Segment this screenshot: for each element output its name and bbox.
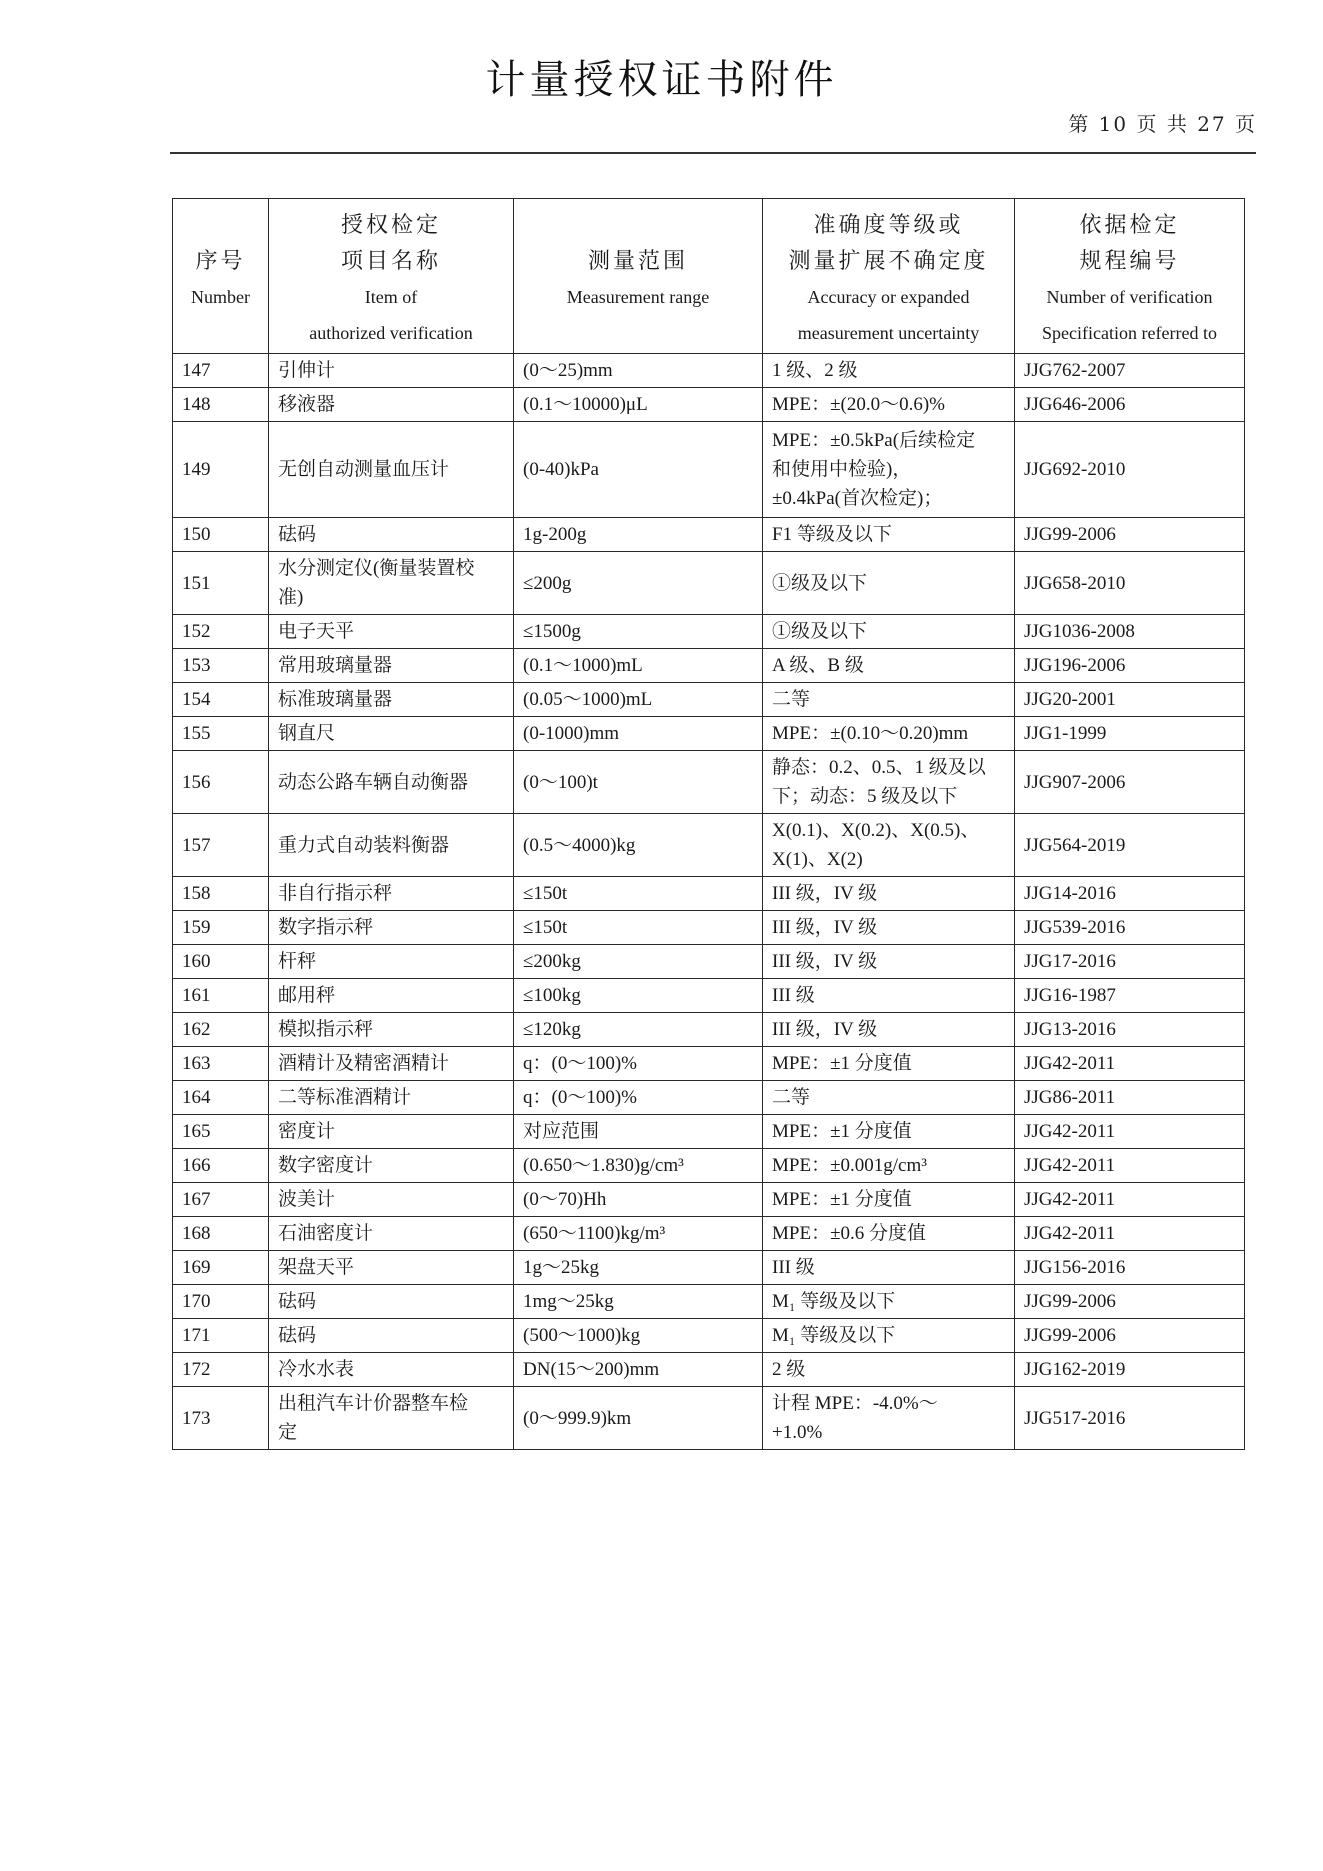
cell-item-line: 重力式自动装料衡器 xyxy=(278,834,450,856)
cell-spec: JJG16-1987 xyxy=(1015,979,1245,1013)
cell-item-line: 常用玻璃量器 xyxy=(278,655,393,676)
cell-accuracy-line: F1 等级及以下 xyxy=(772,524,892,545)
cell-item-line: 密度计 xyxy=(278,1121,336,1142)
cell-range-line: DN(15～200)mm xyxy=(523,1359,660,1380)
cell-spec: JJG539-2016 xyxy=(1015,911,1245,945)
cell-accuracy xyxy=(763,422,1015,518)
cell-range-line: ≤100kg xyxy=(523,985,581,1006)
cell-item xyxy=(269,422,514,518)
cell-accuracy xyxy=(763,1149,1015,1183)
cell-accuracy-line: III 级，IV 级 xyxy=(772,917,878,938)
cell-accuracy xyxy=(763,717,1015,751)
cell-spec: JJG564-2019 xyxy=(1015,814,1245,877)
cell-range xyxy=(514,1251,763,1285)
cell-item-line: 水分测定仪(衡量装置校 xyxy=(278,558,475,579)
cell-item xyxy=(269,388,514,422)
cell-range-line: ≤200g xyxy=(523,572,572,594)
cell-item xyxy=(269,1353,514,1387)
header-spec-zh-1: 依据检定 xyxy=(1079,212,1180,237)
cell-item xyxy=(269,1217,514,1251)
cell-item-line: 电子天平 xyxy=(278,621,355,642)
cell-item-line: 砝码 xyxy=(278,524,317,545)
cell-accuracy-line: 2 级 xyxy=(772,1359,806,1380)
cell-range xyxy=(514,1115,763,1149)
cell-spec: JJG42-2011 xyxy=(1015,1149,1245,1183)
cell-spec: JJG1036-2008 xyxy=(1015,615,1245,649)
header-item-zh-1: 授权检定 xyxy=(340,212,441,237)
cell-number: 169 xyxy=(173,1251,269,1285)
cell-accuracy xyxy=(763,1387,1015,1450)
cell-accuracy xyxy=(763,615,1015,649)
cell-range-line: (650～1100)kg/m³ xyxy=(523,1223,666,1244)
cell-range xyxy=(514,1013,763,1047)
header-accuracy-en-1: Accuracy or expanded xyxy=(807,287,970,307)
cell-accuracy-line: 二等 xyxy=(772,689,811,710)
header-number-zh: 序号 xyxy=(195,248,246,273)
table-row xyxy=(173,1149,1245,1183)
cell-number: 161 xyxy=(173,979,269,1013)
cell-range-line: (0.1～1000)mL xyxy=(523,655,643,676)
cell-item xyxy=(269,615,514,649)
table-row xyxy=(173,979,1245,1013)
cell-item-line: 无创自动测量血压计 xyxy=(278,459,450,480)
cell-number: 167 xyxy=(173,1183,269,1217)
cell-item-line: 冷水水表 xyxy=(278,1359,355,1380)
cell-number: 172 xyxy=(173,1353,269,1387)
cell-accuracy xyxy=(763,1319,1015,1353)
header-accuracy xyxy=(763,199,1015,354)
cell-range-line: (0～100)t xyxy=(523,771,598,793)
cell-accuracy-line: A 级、B 级 xyxy=(772,655,864,676)
table-row xyxy=(173,518,1245,552)
cell-item xyxy=(269,1149,514,1183)
cell-range-line: ≤150t xyxy=(523,917,568,938)
cell-accuracy xyxy=(763,911,1015,945)
cell-item xyxy=(269,1251,514,1285)
cell-number: 159 xyxy=(173,911,269,945)
cell-item xyxy=(269,751,514,814)
header-number xyxy=(173,199,269,354)
table-row xyxy=(173,814,1245,877)
cell-number: 156 xyxy=(173,751,269,814)
cell-range xyxy=(514,1183,763,1217)
table-row xyxy=(173,1183,1245,1217)
cell-range-line: (0.1～10000)μL xyxy=(523,394,648,415)
header-item xyxy=(269,199,514,354)
table-row xyxy=(173,1013,1245,1047)
cell-spec: JJG42-2011 xyxy=(1015,1217,1245,1251)
header-range-zh: 测量范围 xyxy=(587,248,688,273)
cell-number: 147 xyxy=(173,354,269,388)
cell-accuracy-line: MPE：±0.5kPa(后续检定 xyxy=(772,430,976,451)
cell-range-line: ≤1500g xyxy=(523,621,581,642)
cell-item xyxy=(269,683,514,717)
cell-spec: JJG1-1999 xyxy=(1015,717,1245,751)
cell-item-line: 砝码 xyxy=(278,1325,317,1346)
cell-range xyxy=(514,552,763,615)
table-row xyxy=(173,422,1245,518)
cell-accuracy-line: MPE：±0.001g/cm³ xyxy=(772,1155,927,1176)
cell-item xyxy=(269,814,514,877)
header-rule xyxy=(170,152,1256,154)
cell-range-line: 1g-200g xyxy=(523,524,587,545)
header-item-en-2: authorized verification xyxy=(309,323,473,343)
cell-accuracy xyxy=(763,683,1015,717)
table-row xyxy=(173,552,1245,615)
table-row xyxy=(173,1319,1245,1353)
header-accuracy-en-2: measurement uncertainty xyxy=(797,323,980,343)
cell-number: 165 xyxy=(173,1115,269,1149)
cell-accuracy xyxy=(763,1047,1015,1081)
cell-item-line: 引伸计 xyxy=(278,360,336,381)
cell-spec: JJG86-2011 xyxy=(1015,1081,1245,1115)
cell-number: 162 xyxy=(173,1013,269,1047)
cell-spec: JJG42-2011 xyxy=(1015,1183,1245,1217)
cell-range xyxy=(514,945,763,979)
cell-accuracy-line: III 级，IV 级 xyxy=(772,951,878,972)
cell-range xyxy=(514,814,763,877)
cell-item xyxy=(269,1115,514,1149)
cell-item-line: 邮用秤 xyxy=(278,985,336,1006)
cell-item xyxy=(269,911,514,945)
cell-item-line: 架盘天平 xyxy=(278,1257,355,1278)
page-title: 计量授权证书附件 xyxy=(485,57,838,103)
cell-accuracy-line: ①级及以下 xyxy=(772,621,868,642)
cell-accuracy-line: 1 级、2 级 xyxy=(772,360,858,381)
table-row xyxy=(173,683,1245,717)
cell-accuracy-line: III 级，IV 级 xyxy=(772,883,878,904)
table-row xyxy=(173,1081,1245,1115)
cell-accuracy xyxy=(763,1251,1015,1285)
cell-accuracy-line: 静态：0.2、0.5、1 级及以 xyxy=(772,757,986,778)
cell-range xyxy=(514,1081,763,1115)
cell-item-line: 石油密度计 xyxy=(278,1223,374,1244)
cell-accuracy xyxy=(763,388,1015,422)
cell-range-line: 1g～25kg xyxy=(523,1257,600,1278)
cell-number: 166 xyxy=(173,1149,269,1183)
cell-range xyxy=(514,1047,763,1081)
cell-spec: JJG517-2016 xyxy=(1015,1387,1245,1450)
cell-spec: JJG42-2011 xyxy=(1015,1047,1245,1081)
cell-spec: JJG17-2016 xyxy=(1015,945,1245,979)
cell-accuracy-line: M₁ 等级及以下 xyxy=(772,1291,896,1312)
cell-range-line: (0～70)Hh xyxy=(523,1189,607,1210)
cell-range-line: (0-40)kPa xyxy=(523,459,599,480)
cell-accuracy-line: MPE：±1 分度值 xyxy=(772,1053,912,1074)
cell-range-line: (0～999.9)km xyxy=(523,1407,632,1429)
cell-item-line: 定 xyxy=(278,1422,298,1443)
cell-spec: JJG646-2006 xyxy=(1015,388,1245,422)
cell-accuracy xyxy=(763,1013,1015,1047)
cell-spec: JJG762-2007 xyxy=(1015,354,1245,388)
cell-range-line: ≤200kg xyxy=(523,951,581,972)
cell-item xyxy=(269,552,514,615)
cell-item xyxy=(269,354,514,388)
cell-accuracy xyxy=(763,1217,1015,1251)
cell-range-line: q：(0～100)% xyxy=(523,1087,637,1108)
cell-item xyxy=(269,945,514,979)
cell-number: 150 xyxy=(173,518,269,552)
cell-accuracy-line: ±0.4kPa(首次检定)； xyxy=(772,488,943,509)
cell-item xyxy=(269,1285,514,1319)
header-item-zh-2: 项目名称 xyxy=(340,248,441,273)
cell-item xyxy=(269,649,514,683)
cell-accuracy xyxy=(763,1115,1015,1149)
cell-range xyxy=(514,1149,763,1183)
cell-range xyxy=(514,717,763,751)
cell-range xyxy=(514,751,763,814)
cell-item-line: 非自行指示秤 xyxy=(278,883,393,904)
cell-number: 160 xyxy=(173,945,269,979)
cell-range-line: (0.5～4000)kg xyxy=(523,834,636,856)
cell-item xyxy=(269,1319,514,1353)
cell-item xyxy=(269,717,514,751)
cell-accuracy-line: MPE：±(20.0～0.6)% xyxy=(772,394,945,415)
cell-item xyxy=(269,1081,514,1115)
cell-spec: JJG99-2006 xyxy=(1015,1285,1245,1319)
table-row xyxy=(173,388,1245,422)
cell-item-line: 移液器 xyxy=(278,394,336,415)
header-accuracy-zh-2: 测量扩展不确定度 xyxy=(788,248,989,273)
cell-spec: JJG658-2010 xyxy=(1015,552,1245,615)
cell-spec: JJG13-2016 xyxy=(1015,1013,1245,1047)
cell-accuracy-line: 和使用中检验)， xyxy=(772,459,912,480)
cell-accuracy xyxy=(763,1353,1015,1387)
cell-accuracy-line: MPE：±0.6 分度值 xyxy=(772,1223,926,1244)
cell-item-line: 模拟指示秤 xyxy=(278,1019,374,1040)
cell-item-line: 动态公路车辆自动衡器 xyxy=(278,771,469,793)
table-row xyxy=(173,615,1245,649)
cell-accuracy-line: MPE：±1 分度值 xyxy=(772,1121,912,1142)
header-spec xyxy=(1015,199,1245,354)
cell-item xyxy=(269,1047,514,1081)
cell-item xyxy=(269,1183,514,1217)
cell-spec: JJG692-2010 xyxy=(1015,422,1245,518)
cell-range-line: q：(0～100)% xyxy=(523,1053,637,1074)
cell-accuracy xyxy=(763,552,1015,615)
cell-number: 157 xyxy=(173,814,269,877)
cell-range xyxy=(514,979,763,1013)
cell-accuracy-line: +1.0% xyxy=(772,1422,823,1443)
cell-range xyxy=(514,911,763,945)
cell-item-line: 出租汽车计价器整车检 xyxy=(278,1393,469,1414)
cell-item-line: 杆秤 xyxy=(278,951,317,972)
cell-item xyxy=(269,877,514,911)
cell-spec: JJG20-2001 xyxy=(1015,683,1245,717)
cell-range-line: (0.05～1000)mL xyxy=(523,689,653,710)
cell-range xyxy=(514,615,763,649)
page-number: 第 10 页 共 27 页 xyxy=(1068,112,1257,136)
table-row xyxy=(173,945,1245,979)
cell-accuracy-line: 计程 MPE：-4.0%～ xyxy=(772,1393,938,1414)
cell-number: 168 xyxy=(173,1217,269,1251)
cell-accuracy xyxy=(763,518,1015,552)
cell-number: 152 xyxy=(173,615,269,649)
cell-number: 163 xyxy=(173,1047,269,1081)
cell-number: 173 xyxy=(173,1387,269,1450)
cell-item-line: 波美计 xyxy=(278,1189,336,1210)
cell-range-line: (0.650～1.830)g/cm³ xyxy=(523,1155,684,1176)
header-spec-zh-2: 规程编号 xyxy=(1079,248,1180,273)
header-range-en: Measurement range xyxy=(566,287,710,307)
table-row xyxy=(173,717,1245,751)
cell-range-line: 1mg～25kg xyxy=(523,1291,614,1312)
table-row xyxy=(173,911,1245,945)
cell-range-line: (0-1000)mm xyxy=(523,723,620,744)
cell-accuracy-line: ①级及以下 xyxy=(772,572,868,594)
table-row xyxy=(173,1217,1245,1251)
cell-item-line: 数字密度计 xyxy=(278,1155,374,1176)
table-row xyxy=(173,1387,1245,1450)
cell-accuracy-line: III 级 xyxy=(772,985,815,1006)
table-row xyxy=(173,354,1245,388)
table-row xyxy=(173,751,1245,814)
header-item-en-1: Item of xyxy=(364,287,418,307)
cell-number: 164 xyxy=(173,1081,269,1115)
header-accuracy-zh-1: 准确度等级或 xyxy=(813,212,964,237)
cell-range xyxy=(514,1217,763,1251)
table-body xyxy=(173,354,1245,1450)
cell-item xyxy=(269,979,514,1013)
cell-range-line: ≤120kg xyxy=(523,1019,581,1040)
table-row xyxy=(173,1115,1245,1149)
cell-range xyxy=(514,649,763,683)
cell-range xyxy=(514,1353,763,1387)
cell-accuracy-line: M₁ 等级及以下 xyxy=(772,1325,896,1346)
cell-item-line: 钢直尺 xyxy=(278,723,336,744)
cell-accuracy xyxy=(763,1081,1015,1115)
cell-number: 149 xyxy=(173,422,269,518)
cell-spec: JJG162-2019 xyxy=(1015,1353,1245,1387)
cell-number: 151 xyxy=(173,552,269,615)
cell-accuracy-line: MPE：±1 分度值 xyxy=(772,1189,912,1210)
cell-accuracy xyxy=(763,354,1015,388)
header-number-en: Number xyxy=(191,287,250,307)
cell-accuracy xyxy=(763,751,1015,814)
cell-accuracy xyxy=(763,877,1015,911)
cell-number: 158 xyxy=(173,877,269,911)
cell-item-line: 数字指示秤 xyxy=(278,917,374,938)
cell-number: 148 xyxy=(173,388,269,422)
cell-accuracy xyxy=(763,1183,1015,1217)
cell-spec: JJG196-2006 xyxy=(1015,649,1245,683)
header-range xyxy=(514,199,763,354)
cell-item-line: 标准玻璃量器 xyxy=(278,689,393,710)
cell-range-line: (0～25)mm xyxy=(523,360,613,381)
cell-accuracy xyxy=(763,945,1015,979)
cell-spec: JJG42-2011 xyxy=(1015,1115,1245,1149)
cell-accuracy-line: III 级 xyxy=(772,1257,815,1278)
cell-item-line: 二等标准酒精计 xyxy=(278,1087,412,1108)
cell-range xyxy=(514,1285,763,1319)
cell-range xyxy=(514,354,763,388)
cell-item-line: 准) xyxy=(278,587,304,608)
cell-accuracy-line: X(0.1)、X(0.2)、X(0.5)、 xyxy=(772,820,980,841)
table-header-row xyxy=(173,199,1245,354)
header-spec-en-2: Specification referred to xyxy=(1042,323,1217,343)
cell-range-line: 对应范围 xyxy=(523,1121,600,1142)
cell-range xyxy=(514,1319,763,1353)
cell-spec: JJG14-2016 xyxy=(1015,877,1245,911)
cell-accuracy xyxy=(763,1285,1015,1319)
authorization-table xyxy=(172,198,1245,1450)
cell-accuracy-line: III 级，IV 级 xyxy=(772,1019,878,1040)
cell-range xyxy=(514,422,763,518)
cell-number: 170 xyxy=(173,1285,269,1319)
header-spec-en-1: Number of verification xyxy=(1046,287,1213,307)
cell-number: 171 xyxy=(173,1319,269,1353)
cell-accuracy xyxy=(763,979,1015,1013)
cell-accuracy-line: MPE：±(0.10～0.20)mm xyxy=(772,723,969,744)
cell-range xyxy=(514,877,763,911)
cell-item xyxy=(269,1387,514,1450)
cell-number: 155 xyxy=(173,717,269,751)
cell-item xyxy=(269,518,514,552)
cell-range xyxy=(514,518,763,552)
cell-range xyxy=(514,1387,763,1450)
cell-range-line: ≤150t xyxy=(523,883,568,904)
table-row xyxy=(173,1285,1245,1319)
cell-item xyxy=(269,1013,514,1047)
table-row xyxy=(173,649,1245,683)
cell-range xyxy=(514,388,763,422)
cell-spec: JJG907-2006 xyxy=(1015,751,1245,814)
cell-spec: JJG99-2006 xyxy=(1015,518,1245,552)
cell-spec: JJG99-2006 xyxy=(1015,1319,1245,1353)
table-row xyxy=(173,877,1245,911)
cell-number: 153 xyxy=(173,649,269,683)
cell-accuracy-line: X(1)、X(2) xyxy=(772,849,863,870)
cell-number: 154 xyxy=(173,683,269,717)
cell-accuracy xyxy=(763,814,1015,877)
table-row xyxy=(173,1353,1245,1387)
table-row xyxy=(173,1251,1245,1285)
cell-range-line: (500～1000)kg xyxy=(523,1325,641,1346)
cell-item-line: 砝码 xyxy=(278,1291,317,1312)
cell-range xyxy=(514,683,763,717)
cell-spec: JJG156-2016 xyxy=(1015,1251,1245,1285)
cell-item-line: 酒精计及精密酒精计 xyxy=(278,1053,450,1074)
cell-accuracy-line: 二等 xyxy=(772,1087,811,1108)
cell-accuracy-line: 下；动态：5 级及以下 xyxy=(772,786,958,807)
cell-accuracy xyxy=(763,649,1015,683)
table-row xyxy=(173,1047,1245,1081)
